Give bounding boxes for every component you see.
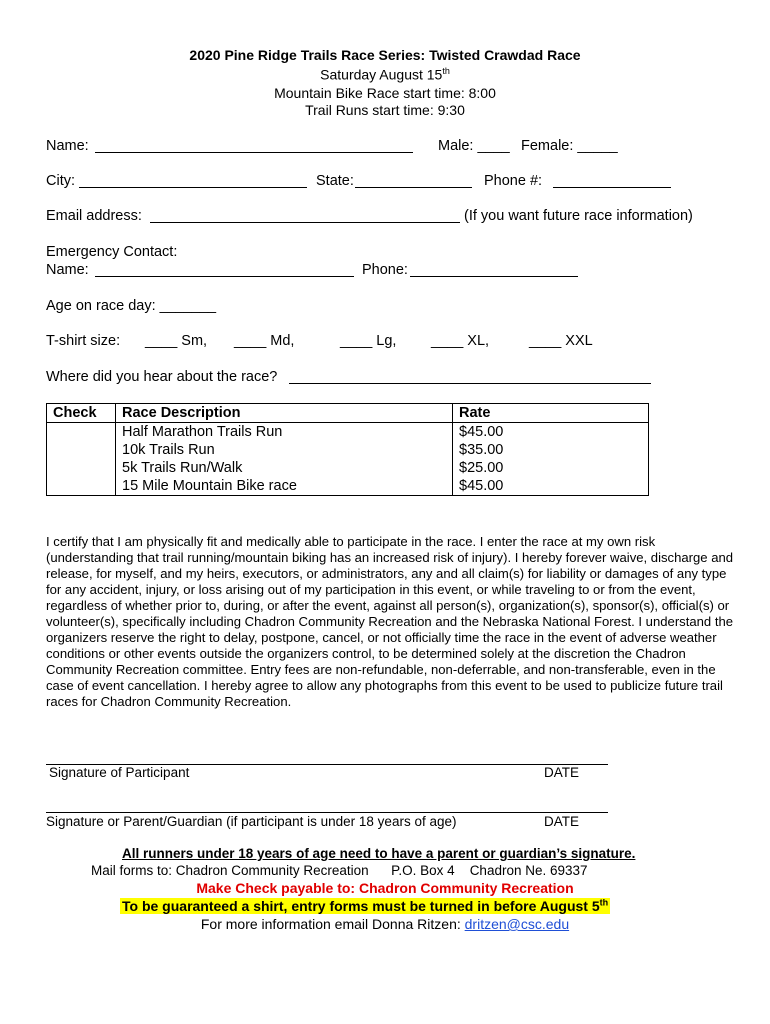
email-note: (If you want future race information) (464, 208, 693, 224)
emergency-name-field[interactable] (95, 262, 354, 277)
page-title: 2020 Pine Ridge Trails Race Series: Twisted Crawdad Race (189, 47, 581, 63)
tshirt-size-sm[interactable]: ____ Sm, (145, 333, 208, 349)
hear-about-field[interactable] (289, 369, 651, 384)
phone-label: Phone #: (484, 173, 543, 189)
shirt-guarantee-suffix: th (599, 897, 609, 907)
table-row (47, 459, 649, 477)
race-date-text: Saturday August 15 (320, 66, 443, 83)
emergency-phone-field[interactable] (410, 262, 578, 277)
race-check-box[interactable] (47, 459, 116, 477)
rate-column-header: Rate (453, 404, 649, 423)
name-field[interactable] (95, 138, 413, 153)
mail-city: Chadron Ne. 69337 (469, 863, 588, 878)
female-field[interactable]: Female: _____ (521, 138, 618, 154)
race-rate: $45.00 (453, 423, 649, 442)
race-table (46, 403, 649, 496)
tshirt-size-lg[interactable]: ____ Lg, (340, 333, 397, 349)
guardian-signature-label: Signature or Parent/Guardian (if participant is under 18 years of age) (46, 814, 457, 829)
race-check-box[interactable] (47, 441, 116, 459)
race-rate: $25.00 (453, 459, 649, 477)
email-label: Email address: (46, 208, 142, 224)
bike-start-time: Mountain Bike Race start time: 8:00 (274, 85, 496, 101)
tshirt-size-label: T-shirt size: (46, 333, 121, 349)
age-field[interactable]: Age on race day: _______ (46, 298, 217, 314)
more-info-text: For more information email Donna Ritzen: (200, 916, 461, 932)
table-row (47, 477, 649, 496)
table-row (47, 423, 649, 442)
check-column-header: Check (47, 404, 116, 423)
race-rate: $35.00 (453, 441, 649, 459)
tshirt-size-xxl[interactable]: ____ XXL (529, 333, 593, 349)
race-check-box[interactable] (47, 477, 116, 496)
run-start-time: Trail Runs start time: 9:30 (305, 102, 465, 118)
mail-prefix: Mail forms to: Chadron Community Recreation (91, 863, 369, 878)
shirt-guarantee-text: To be guaranteed a shirt, entry forms must be turned in before August 5 (122, 897, 600, 914)
hear-about-label: Where did you hear about the race? (46, 369, 278, 385)
waiver-text: I certify that I am physically fit and medically able to participate in the race. I enter the race at my own risk (understanding that trail running/mountain biking has an increased risk of injury). I hereby forever waive, discharge and release, for myself, and my heirs, executors, or administrators, any and all claim(s) for liability or damages of any type for any accident, injury, or loss arising out of my participation in this event, or while traveling to or from the event, regardless of whether prior to, during, or after the event, against all person(s), organization(s), sponsor(s), official(s) or volunteer(s), specifically including Chadron Community Recreation and the Nebraska National Forest. I understand the organizers reserve the right to delay, postpone, cancel, or not officially time the race in the event of adverse weather conditions or other events outside the organizers control, to be determined solely at the discretion the Chadron Community Recreation committee. Entry fees are non-refundable, non-deferrable, and non-transferable, even in the case of event cancellation. I hereby agree to allow any photographs from this event to be used to publicize future trail races for Chadron Community Recreation. (46, 534, 734, 709)
emergency-phone-label: Phone: (362, 262, 408, 278)
email-field[interactable] (150, 208, 460, 223)
participant-date-label: DATE (544, 765, 580, 780)
table-row (47, 441, 649, 459)
race-rate: $45.00 (453, 477, 649, 496)
under-18-notice: All runners under 18 years of age need to have a parent or guardian’s signature. (122, 846, 636, 861)
phone-field[interactable] (553, 173, 671, 188)
city-label: City: (46, 173, 75, 189)
race-check-box[interactable] (47, 423, 116, 442)
more-info (0, 916, 770, 932)
race-description: 15 Mile Mountain Bike race (116, 477, 453, 496)
mail-forms-address (91, 863, 588, 878)
contact-email-link[interactable]: dritzen@csc.edu (464, 916, 570, 932)
shirt-guarantee-highlight (120, 898, 610, 914)
tshirt-size-md[interactable]: ____ Md, (234, 333, 295, 349)
state-label: State: (316, 173, 354, 189)
race-description: Half Marathon Trails Run (116, 423, 453, 442)
check-payable-notice: Make Check payable to: Chadron Community Recreation (196, 880, 574, 896)
participant-signature-label: Signature of Participant (49, 765, 190, 780)
shirt-guarantee-notice (120, 897, 610, 914)
name-label: Name: (46, 138, 89, 154)
mail-box: P.O. Box 4 (391, 863, 455, 878)
state-field[interactable] (355, 173, 472, 188)
city-field[interactable] (79, 173, 307, 188)
race-date (0, 66, 770, 83)
guardian-date-label: DATE (544, 814, 580, 829)
description-column-header: Race Description (116, 404, 453, 423)
guardian-signature-line[interactable] (46, 812, 608, 813)
race-description: 10k Trails Run (116, 441, 453, 459)
emergency-name-label: Name: (46, 262, 89, 278)
race-date-suffix: th (442, 66, 450, 76)
tshirt-size-xl[interactable]: ____ XL, (431, 333, 490, 349)
male-field[interactable]: Male: ____ (438, 138, 510, 154)
table-header-row (47, 404, 649, 423)
emergency-contact-label: Emergency Contact: (46, 244, 178, 260)
race-description: 5k Trails Run/Walk (116, 459, 453, 477)
